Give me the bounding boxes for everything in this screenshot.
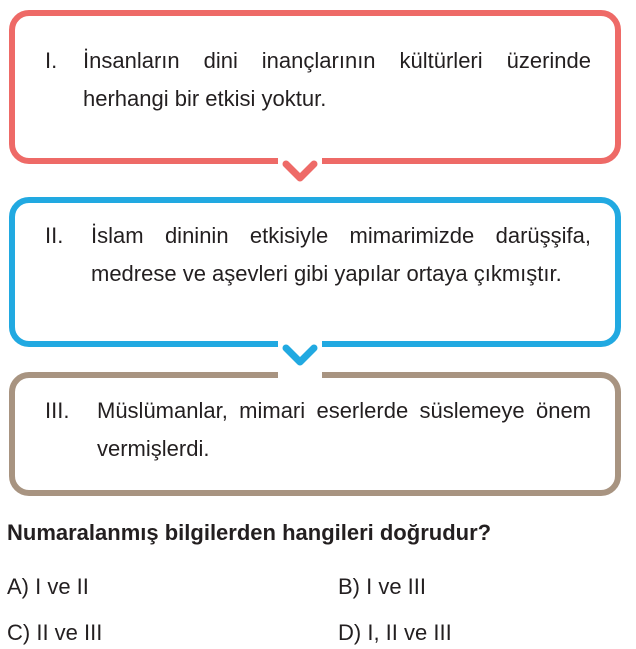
statement-1-numeral: I. bbox=[45, 48, 58, 73]
option-a[interactable]: A) I ve II bbox=[7, 574, 89, 599]
statement-1 bbox=[45, 42, 591, 118]
statement-2-text: İslam dininin etkisiyle mimarimizde darüşşifa, medrese ve aşevleri gibi yapılar ortaya çıkmıştır. bbox=[91, 223, 591, 286]
statement-3-numeral: III. bbox=[45, 398, 70, 423]
statement-3-text: Müslümanlar, mimari eserlerde süslemeye önem vermişlerdi. bbox=[97, 398, 591, 461]
option-c[interactable]: C) II ve III bbox=[7, 620, 103, 645]
question-text: Numaralanmış bilgilerden hangileri doğrudur? bbox=[7, 520, 492, 545]
statement-3 bbox=[45, 392, 591, 468]
option-b[interactable]: B) I ve III bbox=[338, 574, 427, 599]
statement-box-1 bbox=[9, 10, 621, 164]
statement-1-text: İnsanların dini inançlarının kültürleri üzerinde herhangi bir etkisi yoktur. bbox=[83, 48, 591, 111]
arrow-down-icon bbox=[280, 158, 320, 188]
statement-2-numeral: II. bbox=[45, 223, 64, 248]
statement-box-3 bbox=[9, 372, 621, 496]
statement-box-2 bbox=[9, 197, 621, 347]
statement-2 bbox=[45, 217, 591, 293]
option-d[interactable]: D) I, II ve III bbox=[338, 620, 452, 645]
